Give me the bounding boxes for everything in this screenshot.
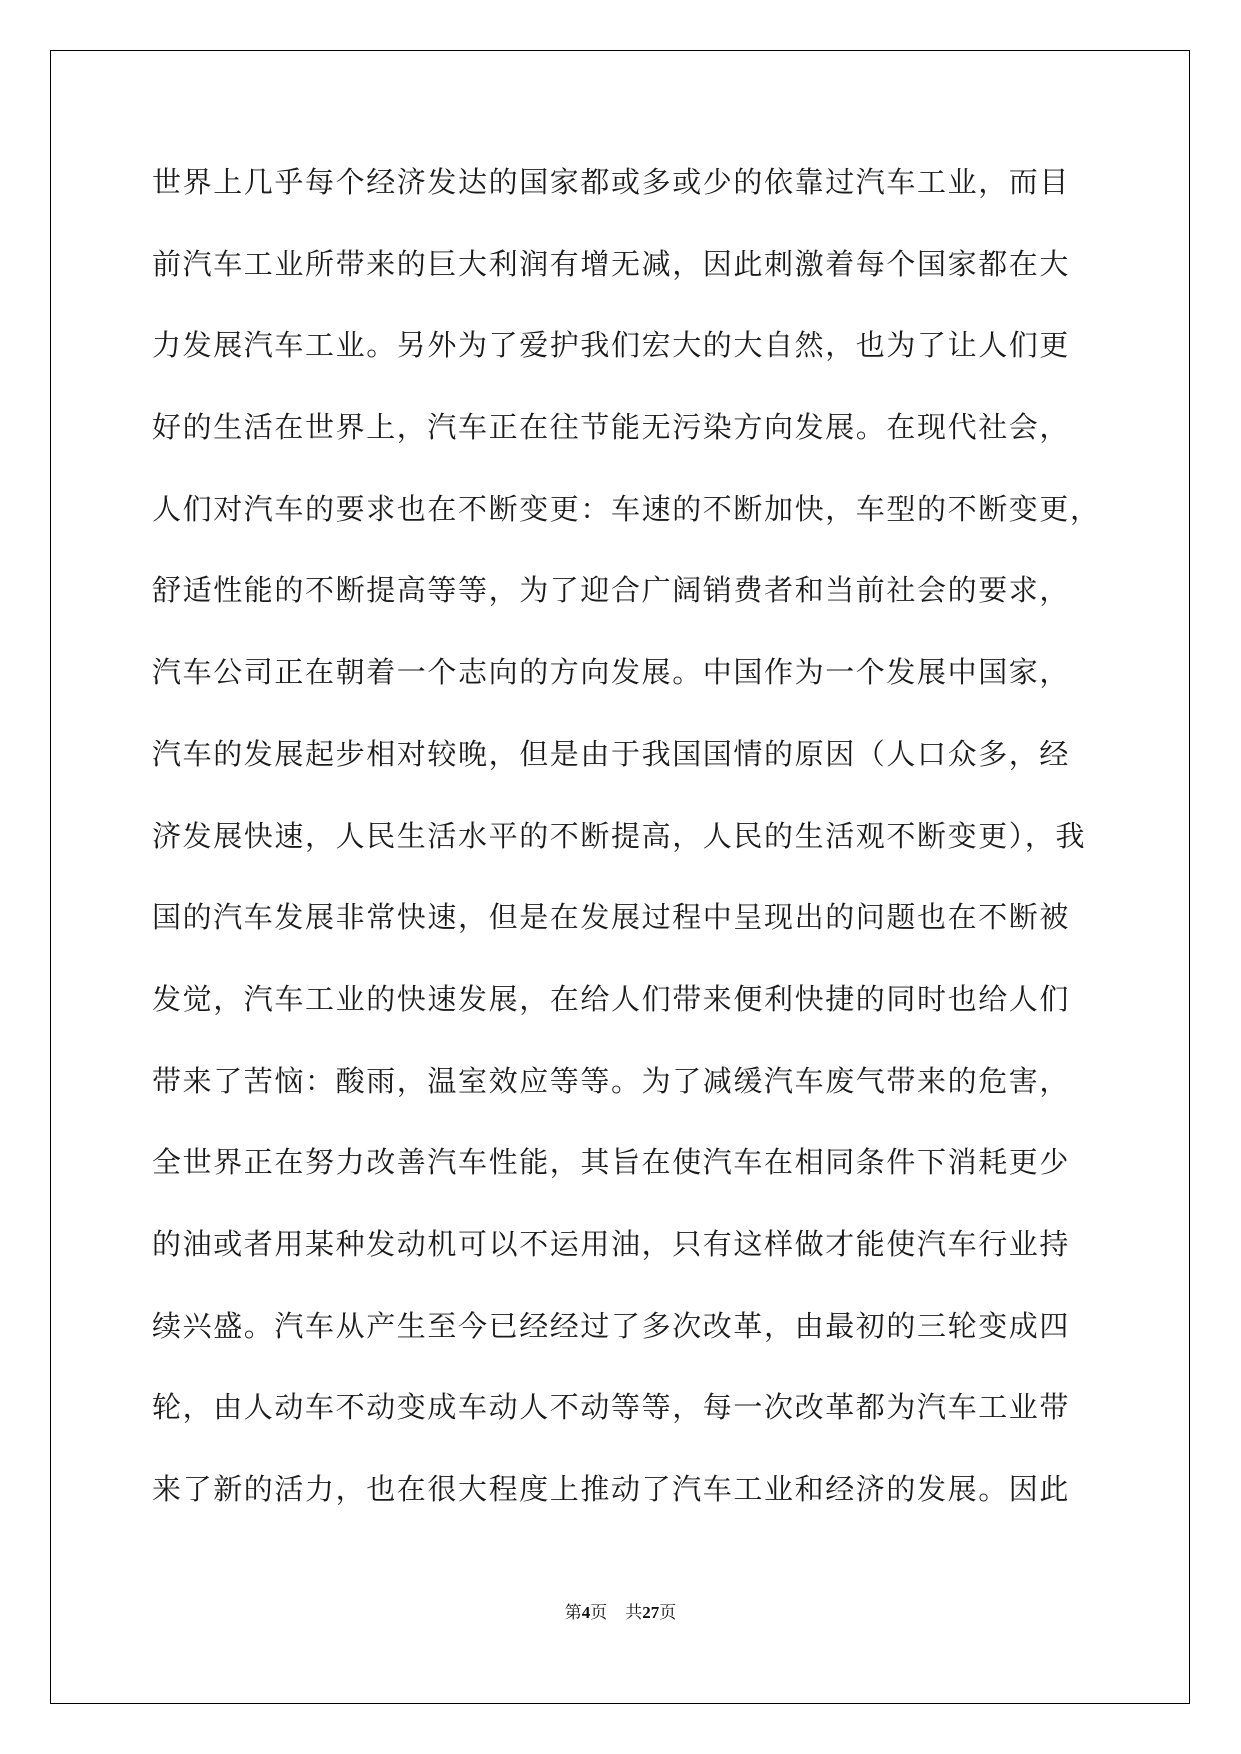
text-line: 人们对汽车的要求也在不断变更：车速的不断加快，车型的不断变更， [152,491,1101,526]
page-suffix: 页 [590,1603,608,1622]
total-suffix: 页 [659,1603,677,1622]
total-prefix: 共 [625,1603,643,1622]
text-line: 汽车公司正在朝着一个志向的方向发展。中国作为一个发展中国家， [152,655,1071,690]
text-line: 世界上几乎每个经济发达的国家都或多或少的依靠过汽车工业，而目 [152,165,1071,199]
text-line: 的油或者用某种发动机可以不运用油，只有这样做才能使汽车行业持 [152,1226,1071,1261]
page-prefix: 第 [564,1603,582,1622]
text-line: 汽车的发展起步相对较晚，但是由于我国国情的原因（人口众多，经 [152,736,1071,771]
body-text [152,162,1101,1551]
text-line: 来了新的活力，也在很大程度上推动了汽车工业和经济的发展。因此 [152,1472,1071,1506]
text-line: 好的生活在世界上，汽车正在往节能无污染方向发展。在现代社会， [152,410,1071,445]
text-line: 国的汽车发展非常快速，但是在发展过程中呈现出的问题也在不断被 [152,900,1071,935]
text-line: 全世界正在努力改善汽车性能，其旨在使汽车在相同条件下消耗更少 [152,1145,1071,1180]
text-line: 力发展汽车工业。另外为了爱护我们宏大的大自然，也为了让人们更 [152,328,1071,363]
text-line: 舒适性能的不断提高等等，为了迎合广阔销费者和当前社会的要求， [152,573,1071,608]
total-pages: 27 [642,1603,660,1622]
text-line: 轮，由人动车不动变成车动人不动等等，每一次改革都为汽车工业带 [152,1390,1071,1425]
text-line: 济发展快速，人民生活水平的不断提高，人民的生活观不断变更），我 [152,818,1087,853]
page-number: 4 [581,1603,591,1622]
page-footer [0,1601,1241,1625]
text-line: 发觉，汽车工业的快速发展，在给人们带来便利快捷的同时也给人们 [152,981,1071,1016]
text-line: 带来了苦恼：酸雨，温室效应等等。为了减缓汽车废气带来的危害， [152,1063,1071,1098]
text-line: 前汽车工业所带来的巨大利润有增无减，因此刺激着每个国家都在大 [152,246,1071,281]
text-line: 续兴盛。汽车从产生至今已经经过了多次改革，由最初的三轮变成四 [152,1308,1071,1343]
